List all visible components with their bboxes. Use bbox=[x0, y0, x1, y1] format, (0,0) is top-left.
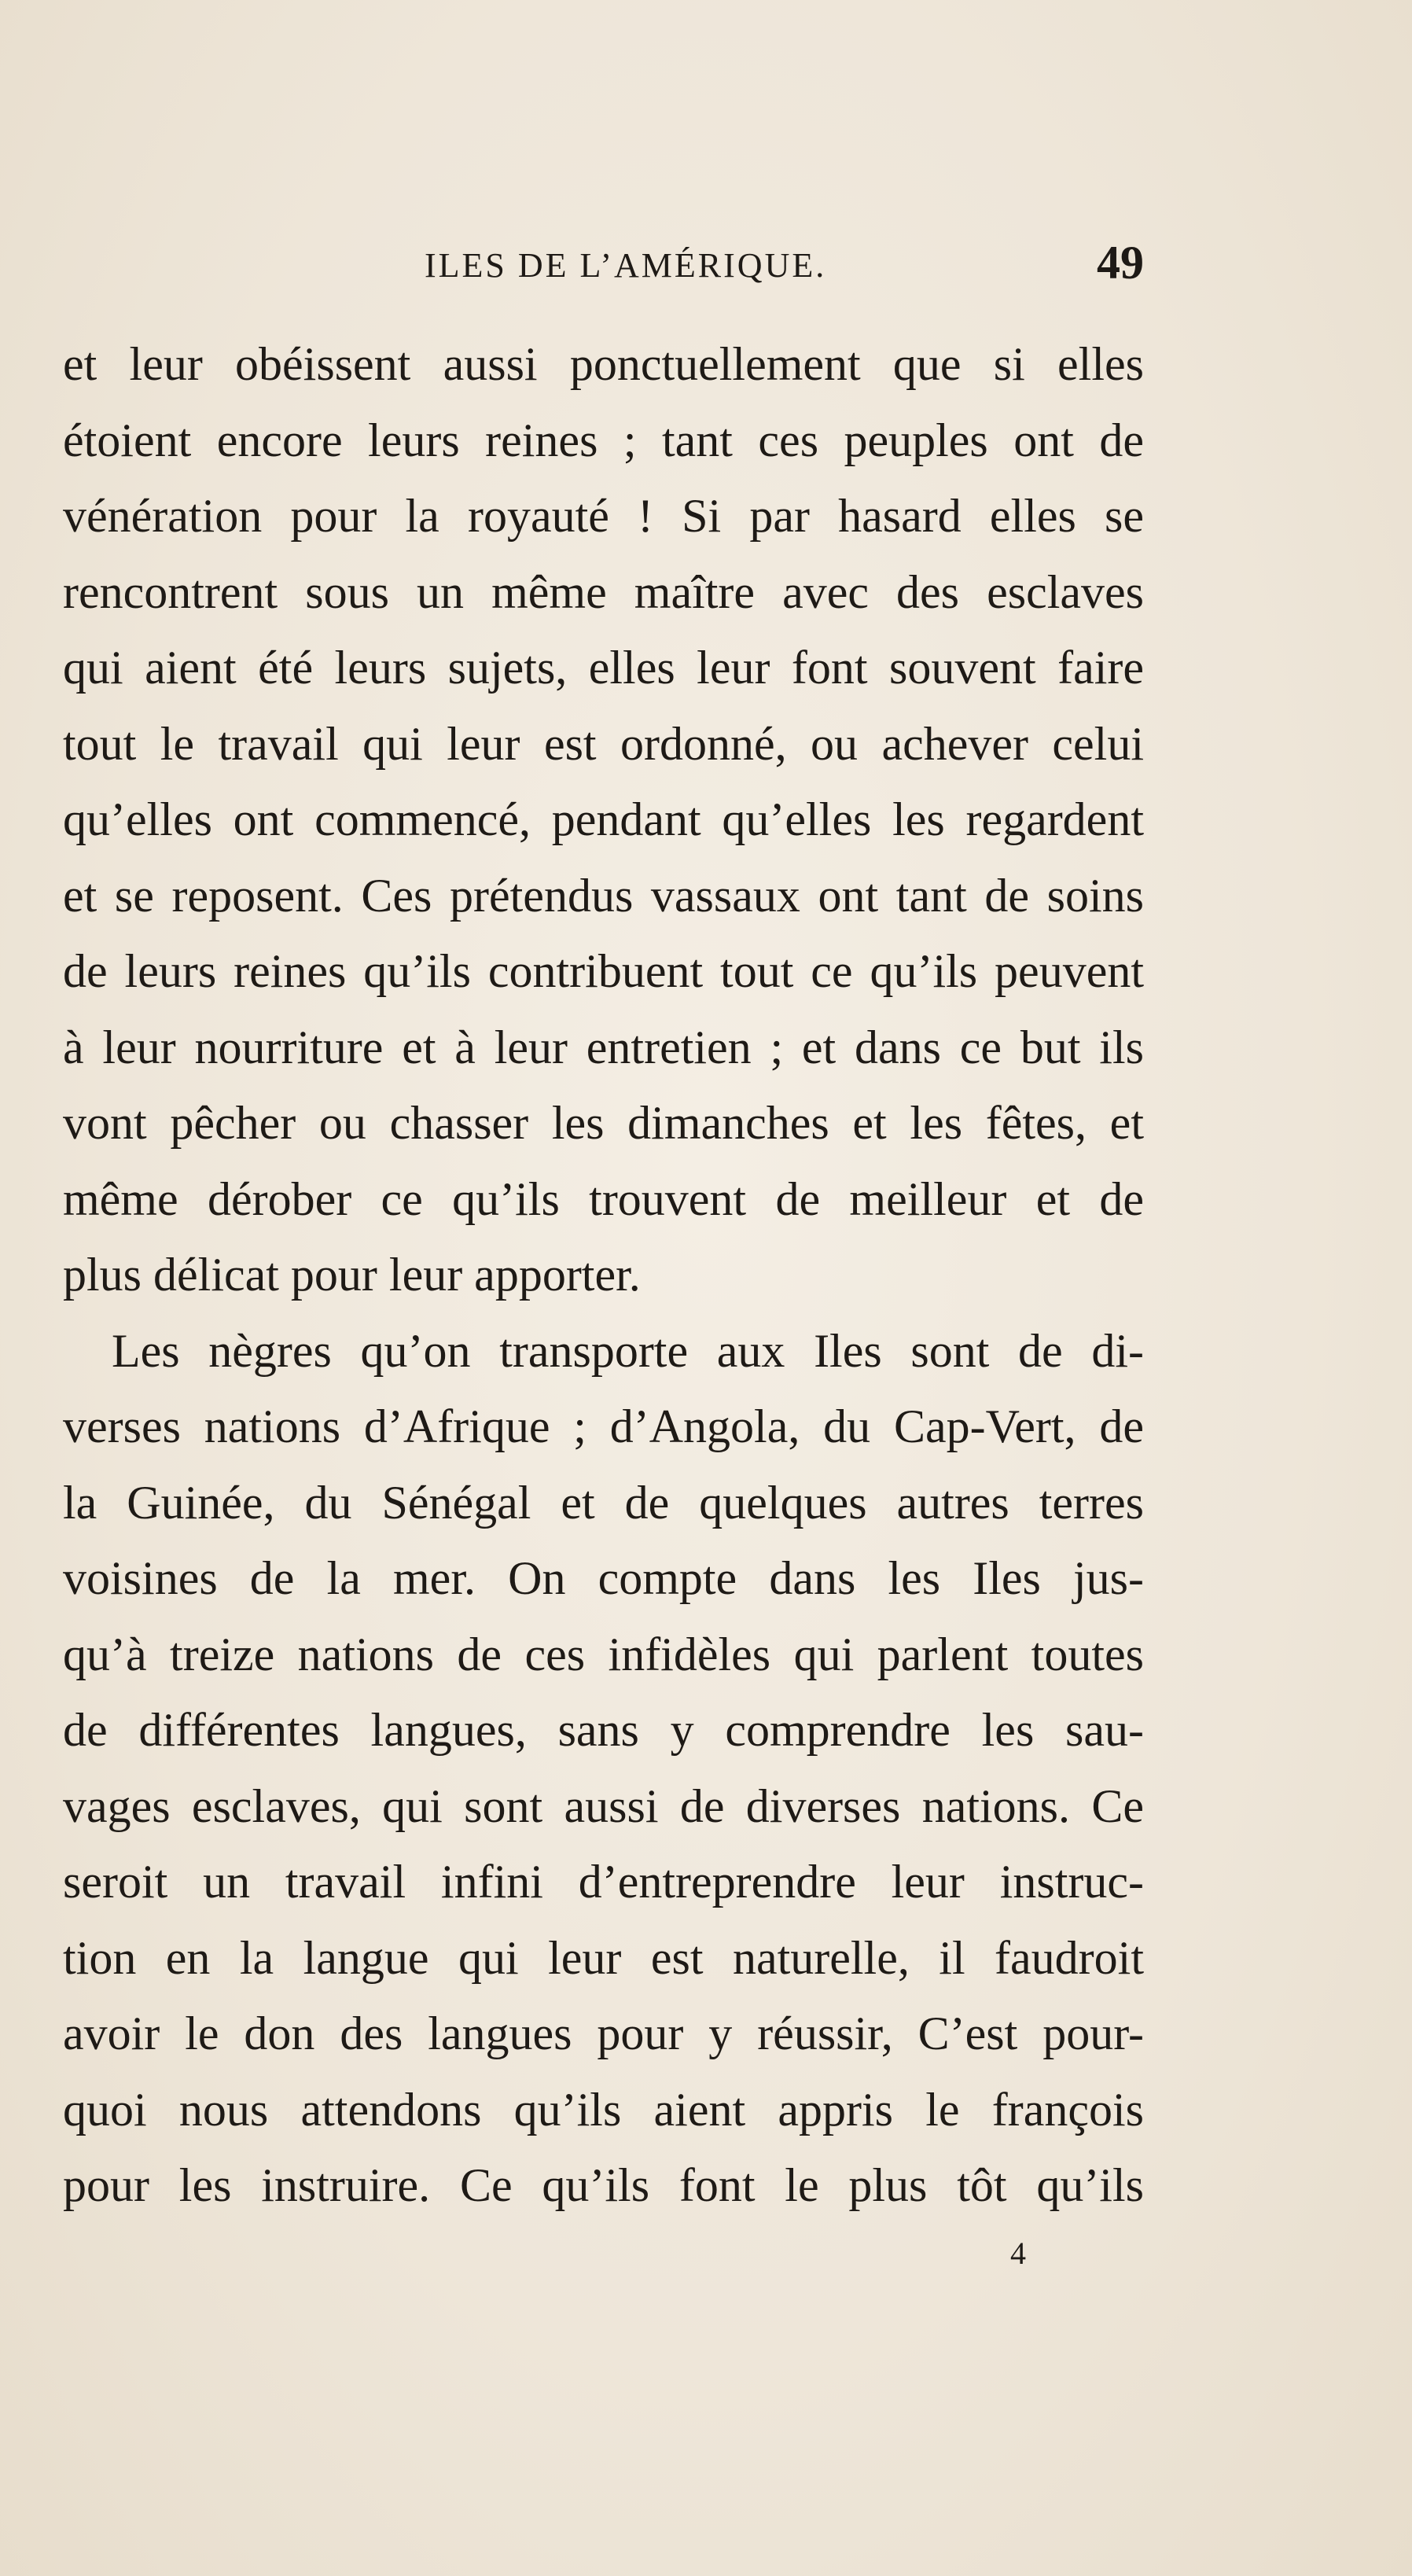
text-line: tion en la langue qui leur est naturelle, il faudroit bbox=[63, 1931, 1144, 1984]
text-line: rencontrent sous un même maître avec des esclaves bbox=[63, 565, 1144, 618]
signature-mark: 4 bbox=[1010, 2236, 1026, 2271]
paragraph-last-line: plus délicat pour leur apporter. bbox=[63, 1249, 641, 1301]
text-line: et se reposent. Ces prétendus vassaux ont tant de soins bbox=[63, 869, 1144, 922]
text-line: vages esclaves, qui sont aussi de diverses nations. Ce bbox=[63, 1779, 1144, 1832]
text-line: verses nations d’Afrique ; d’Angola, du Cap-Vert, de bbox=[63, 1400, 1144, 1452]
text-line: et leur obéissent aussi ponctuellement que si elles bbox=[63, 338, 1144, 390]
page-number: 49 bbox=[1097, 237, 1144, 289]
body-text bbox=[63, 326, 1144, 2224]
text-line: à leur nourriture et à leur entretien ; et dans ce but ils bbox=[63, 1021, 1144, 1073]
text-line: vénération pour la royauté ! Si par hasard elles se bbox=[63, 490, 1144, 542]
text-line: de différentes langues, sans y comprendre les sau- bbox=[63, 1704, 1144, 1756]
text-line: qu’à treize nations de ces infidèles qui parlent toutes bbox=[63, 1628, 1144, 1680]
text-line: quoi nous attendons qu’ils aient appris le françois bbox=[63, 2083, 1144, 2136]
text-line: seroit un travail infini d’entreprendre leur instruc- bbox=[63, 1856, 1144, 1908]
text-line: pour les instruire. Ce qu’ils font le plus tôt qu’ils bbox=[63, 2159, 1144, 2211]
text-line: avoir le don des langues pour y réussir, C’est pour- bbox=[63, 2007, 1144, 2059]
text-line: qui aient été leurs sujets, elles leur font souvent faire bbox=[63, 642, 1144, 694]
text-line: étoient encore leurs reines ; tant ces peuples ont de bbox=[63, 414, 1144, 466]
text-line: même dérober ce qu’ils trouvent de meilleur et de bbox=[63, 1172, 1144, 1225]
text-line: voisines de la mer. On compte dans les Iles jus- bbox=[63, 1552, 1144, 1604]
text-line: tout le travail qui leur est ordonné, ou achever celui bbox=[63, 717, 1144, 770]
text-line: de leurs reines qu’ils contribuent tout ce qu’ils peuvent bbox=[63, 945, 1144, 997]
page-header bbox=[63, 236, 1144, 307]
running-title: ILES DE L’AMÉRIQUE. bbox=[425, 246, 827, 285]
text-line: vont pêcher ou chasser les dimanches et les fêtes, et bbox=[63, 1097, 1144, 1149]
text-line: qu’elles ont commencé, pendant qu’elles les regardent bbox=[63, 793, 1144, 845]
paragraph-first-line: Les nègres qu’on transporte aux Iles sont de di- bbox=[112, 1324, 1144, 1377]
text-line: la Guinée, du Sénégal et de quelques autres terres bbox=[63, 1476, 1144, 1529]
